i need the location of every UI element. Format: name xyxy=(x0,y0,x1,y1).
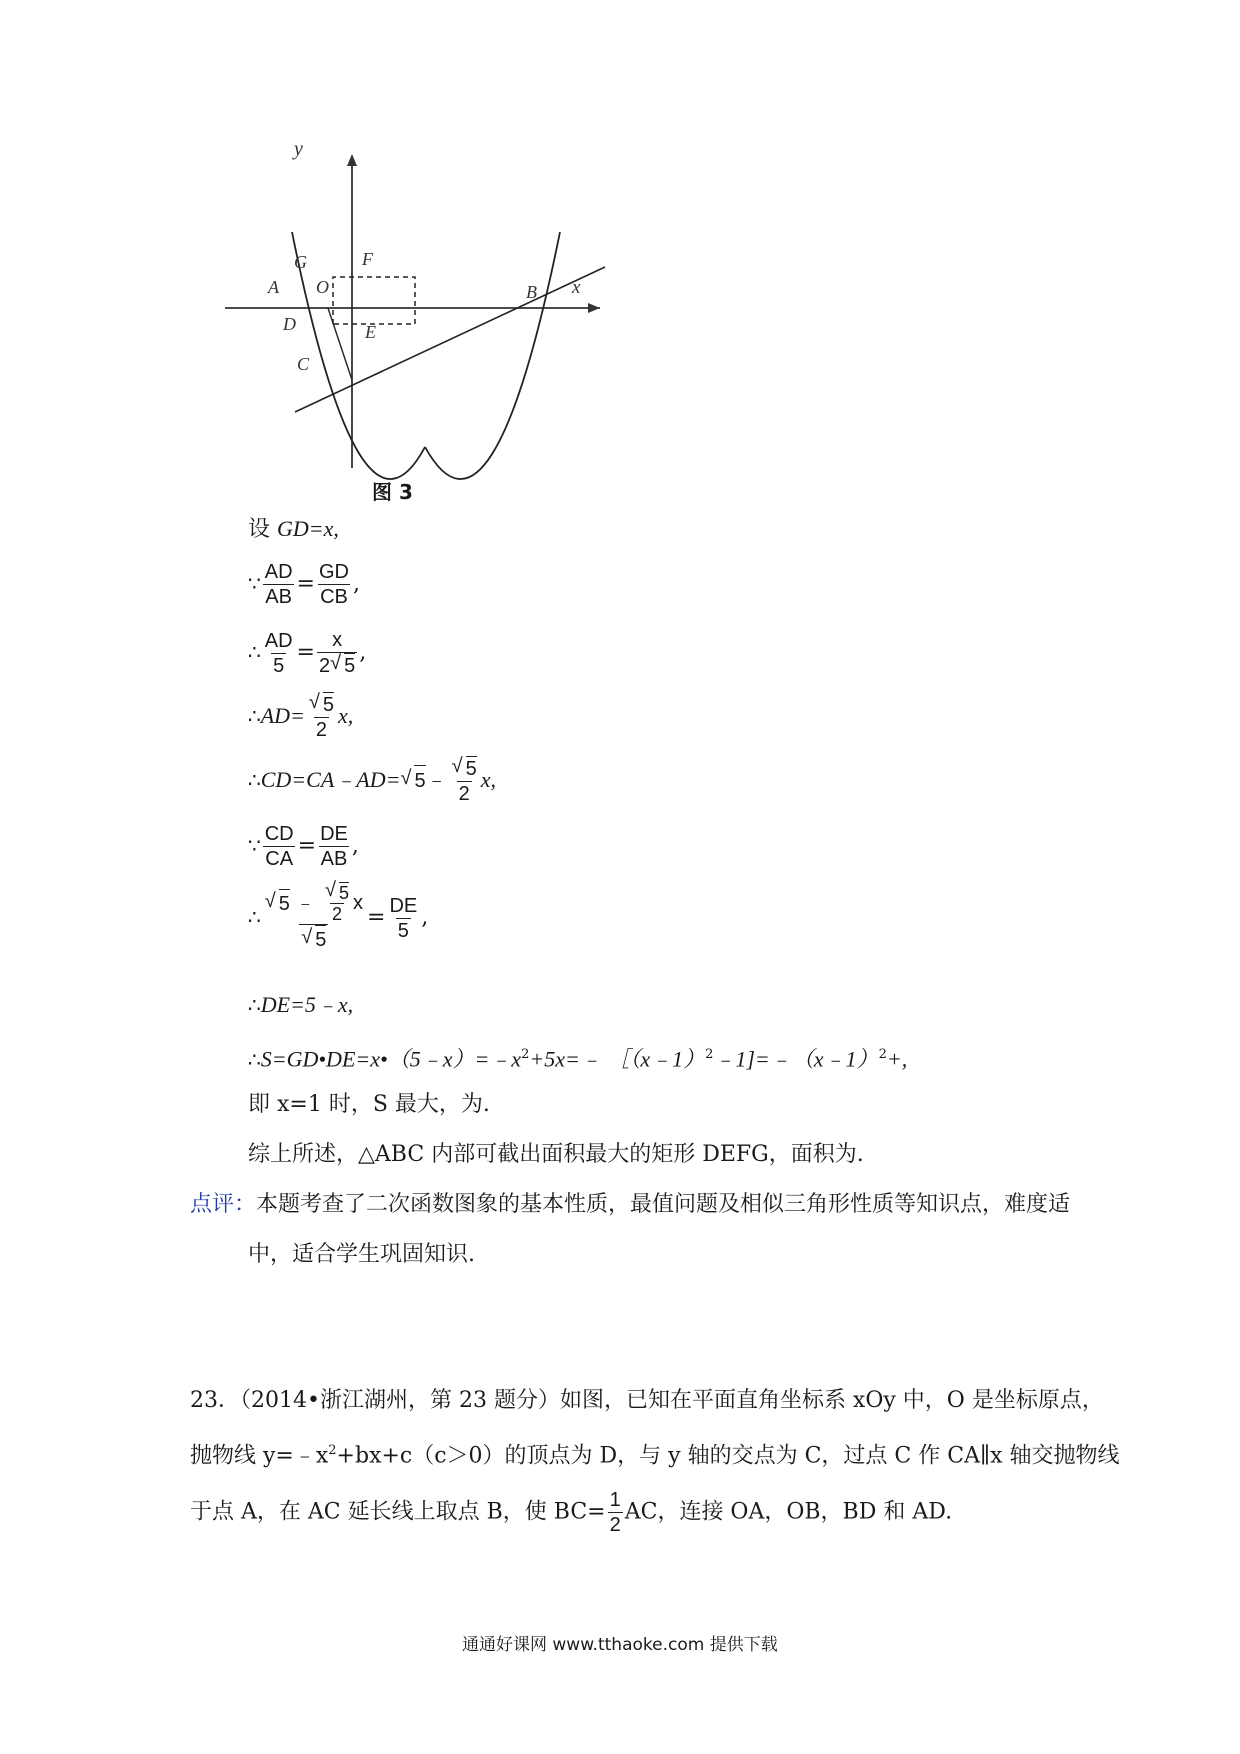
page-footer: 通通好课网 www.tthaoke.com 提供下载 xyxy=(462,1635,778,1655)
solution-line-8: $\therefore S=GD•DE=x•(5﹣x)=﹣x^2+5x=﹣$ ［（x﹣1）$^2$﹣1]=﹣（x﹣1）$^2$+, xyxy=(248,1046,908,1072)
label-o: O xyxy=(316,277,329,297)
x-axis-arrow xyxy=(588,303,600,313)
label-d: D xyxy=(283,314,296,334)
set-expr: GD=x, xyxy=(277,516,339,541)
solution-line-3: ∴AD= √ $\frac{5}{2}$ x, xyxy=(248,692,353,752)
comment-line-2: 中，适合学生巩固知识. xyxy=(248,1242,475,1267)
problem23-line-2: 抛物线 $y=﹣x^2+bx+c(c>0)$的顶点为 D，与 y 轴的交点为 C，过点 C 作 CA∥x 轴交抛物线 xyxy=(190,1443,1120,1469)
label-y: y xyxy=(294,138,303,160)
solution-set-line xyxy=(248,514,339,545)
comment-label: 点评： xyxy=(190,1192,257,1217)
solution-line-7: ∴DE=5﹣x, xyxy=(248,992,354,1017)
fraction-gd-cb: $\frac{GD}{CB}$ xyxy=(318,561,349,608)
figure-3-diagram xyxy=(250,138,630,470)
compound-fraction: √ 5 ﹣ √ $\frac{5}{2}$ x √ 5 xyxy=(263,882,365,954)
fraction-ad-ab: $\frac{AD}{AB}$ xyxy=(264,561,293,608)
line-bc xyxy=(295,267,605,412)
label-f: F xyxy=(362,249,373,269)
solution-line-9: 即 x=1 时，S 最大，为. xyxy=(248,1092,490,1117)
solution-line-2: ∴ $\frac{AD}{5}$ = $\frac{x}{2√ 5}$ , xyxy=(248,628,366,688)
solution-line-10: 综上所述，△ABC 内部可截出面积最大的矩形 DEFG，面积为. xyxy=(248,1142,864,1167)
parabola xyxy=(292,232,560,479)
solution-line-5: ∵ $\frac{CD}{CA}$ = $\frac{DE}{AB}$ , xyxy=(248,823,359,870)
rectangle-defg xyxy=(333,277,415,324)
set-text: 设 xyxy=(248,517,271,542)
problem23-line-1: 23．（2014•浙江湖州，第 23 题分）如图，已知在平面直角坐标系 xOy 中，O 是坐标原点， xyxy=(190,1388,1104,1413)
label-g: G xyxy=(294,252,307,272)
label-b: B xyxy=(526,282,537,302)
label-a: A xyxy=(268,277,279,297)
label-c: C xyxy=(297,354,310,374)
solution-line-4: ∴CD=CA﹣AD=√ 5﹣ √ $\frac{5}{2}$ x, xyxy=(248,756,496,816)
label-e: E xyxy=(365,322,376,342)
y-axis-arrow xyxy=(347,154,357,166)
label-x: x xyxy=(572,277,581,298)
solution-line-1: ∵ $\frac{AD}{AB}$ = $\frac{GD}{CB}$ , xyxy=(248,561,360,608)
problem23-line-3: 于点 A，在 AC 延长线上取点 B，使 BC= $\frac{1}{2}$ AC，连接 OA，OB，BD 和 AD. xyxy=(190,1489,953,1536)
solution-line-6: ∴ √ 5 ﹣ √ $\frac{5}{2}$ x √ 5 = $\frac{DE}{5}$ , xyxy=(248,882,428,982)
figure-caption: 图 3 xyxy=(372,480,413,504)
comment-line-1: 点评：本题考查了二次函数图象的基本性质，最值问题及相似三角形性质等知识点，难度适 xyxy=(190,1192,1071,1217)
segment-ac xyxy=(328,308,352,380)
